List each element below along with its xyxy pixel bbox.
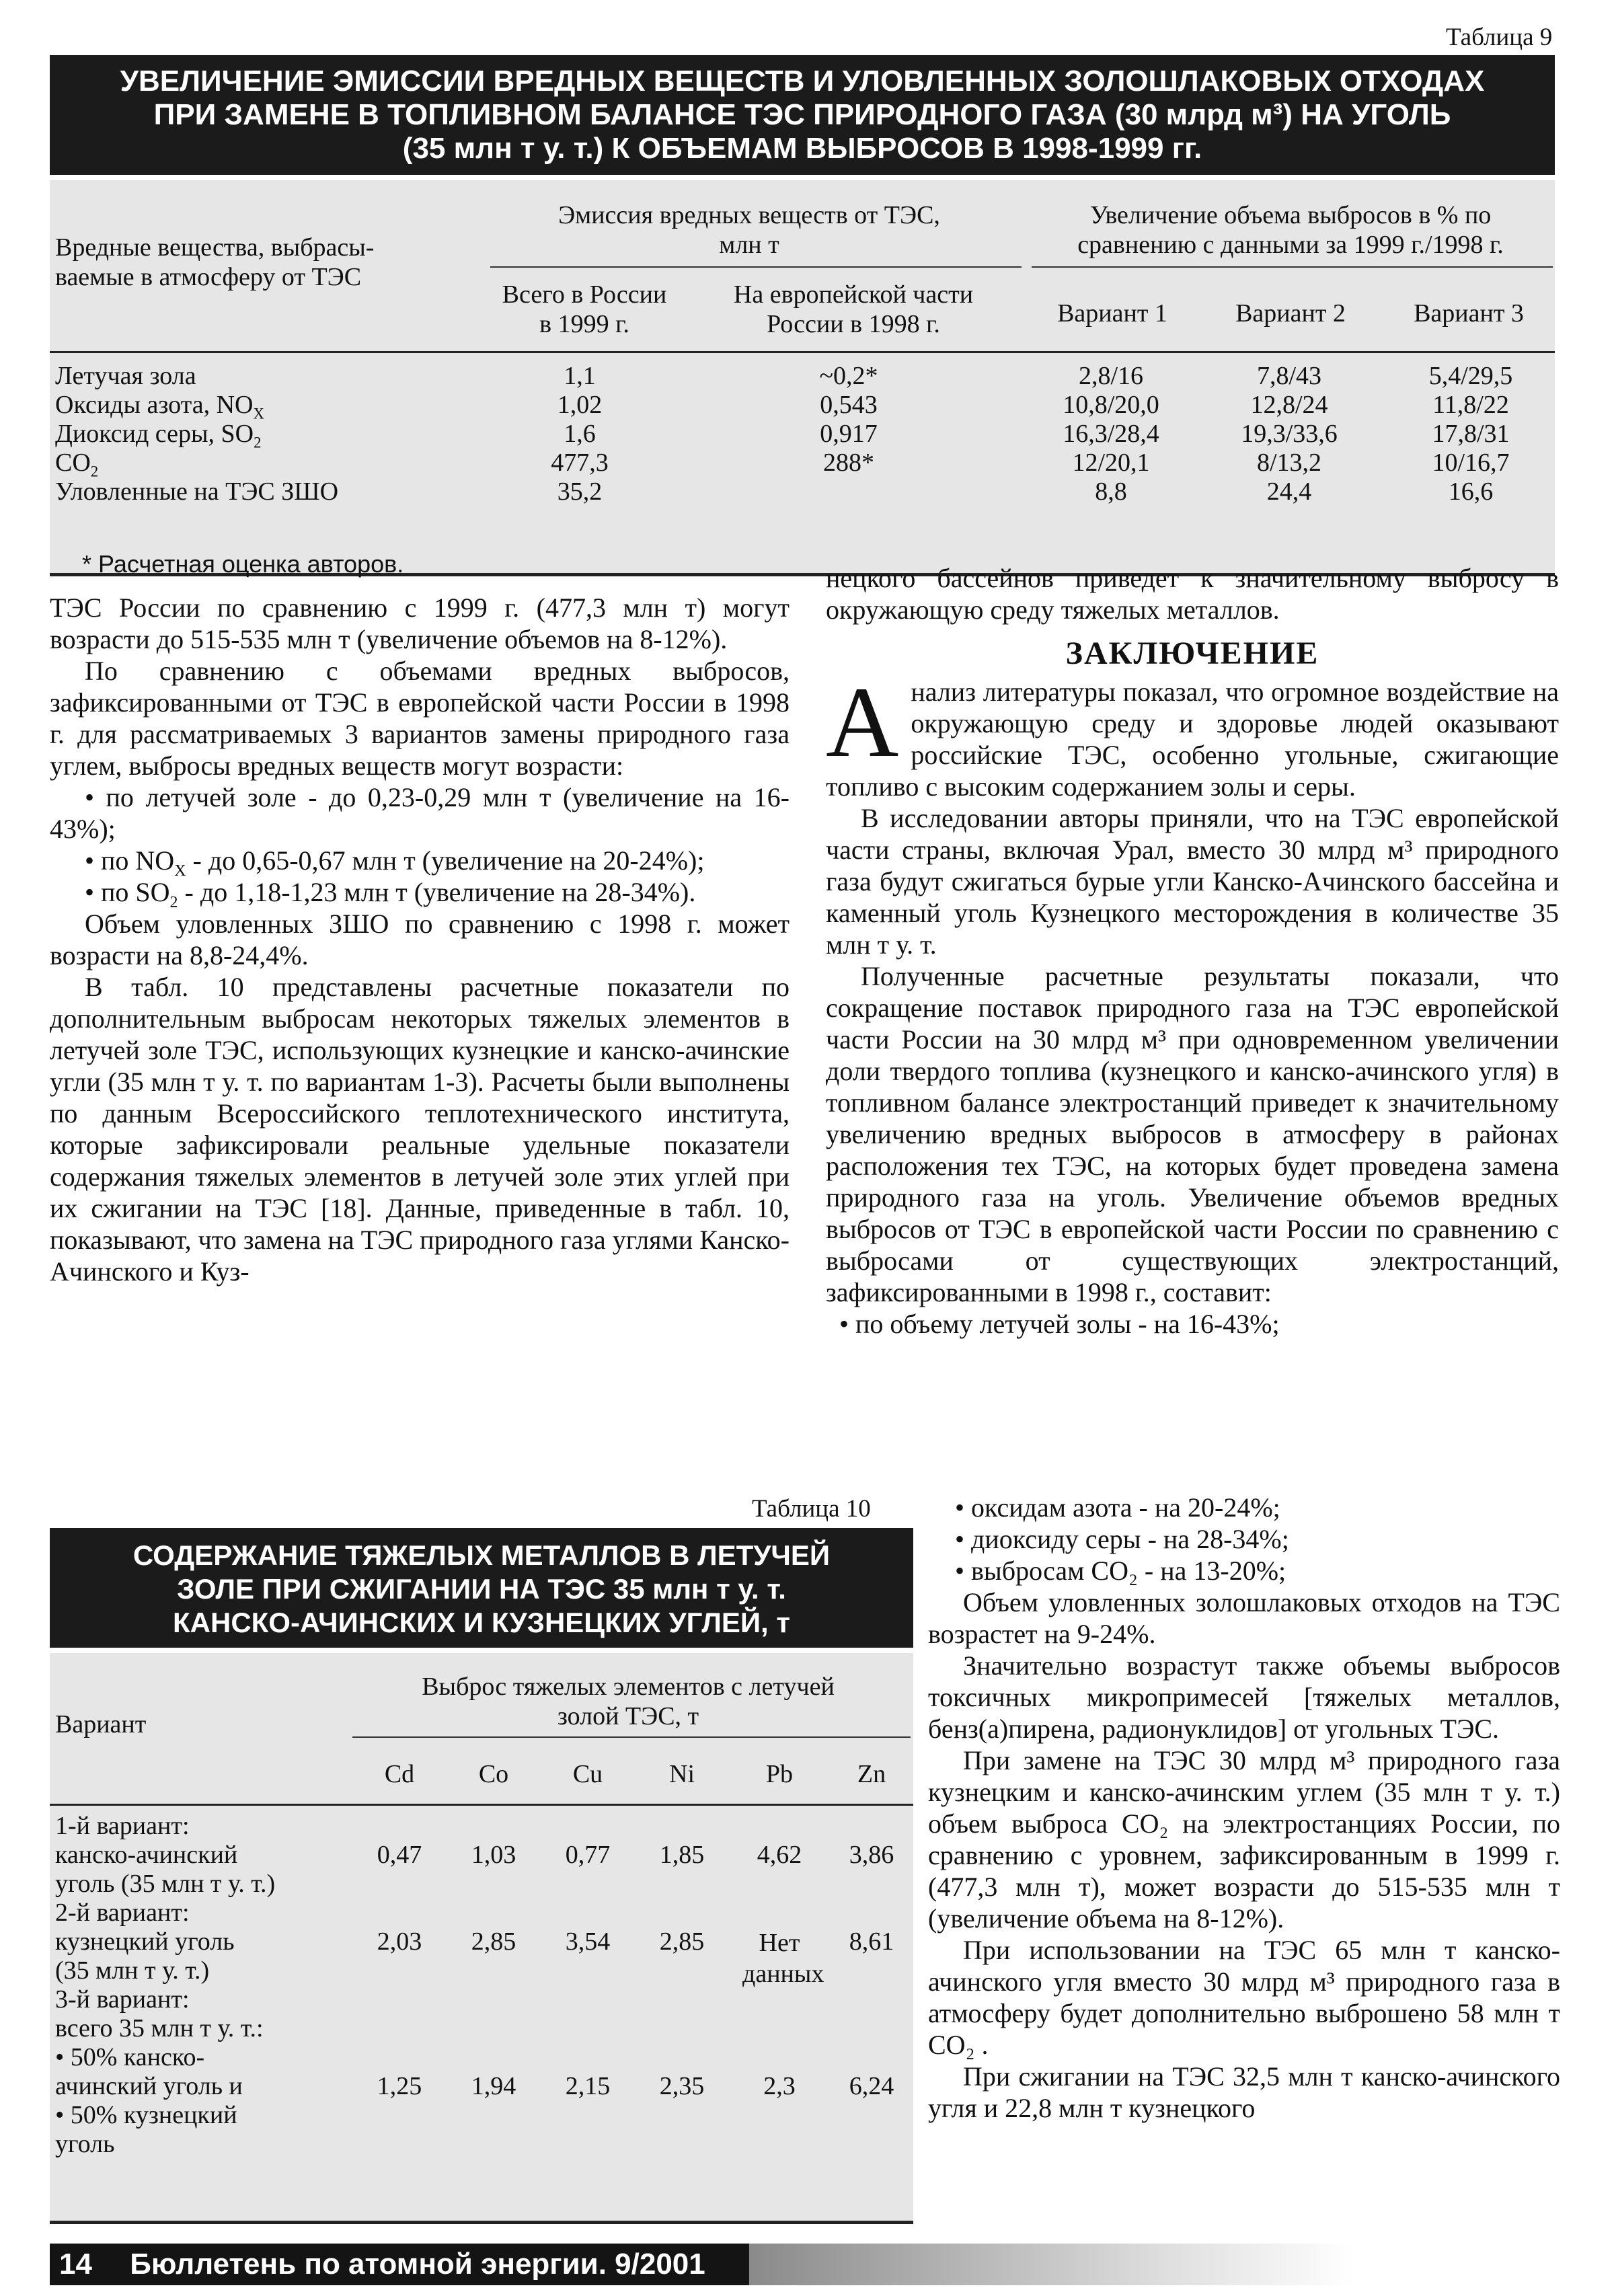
paragraph: нализ литературы показал, что огромное воздействие на окружающую среду и здоровье людей оказывают российские ТЭС, особенно угольные, сжигающие топливо с высоким содержанием золы и серы. (826, 677, 1559, 802)
table9-title-line: УВЕЛИЧЕНИЕ ЭМИССИИ ВРЕДНЫХ ВЕЩЕСТВ И УЛОВЛЕННЫХ ЗОЛОШЛАКОВЫХ ОТХОДАХ (120, 65, 1485, 98)
header-text: Увеличение объема выбросов в % по (1089, 201, 1492, 229)
cell: 0,77 (565, 1841, 611, 1869)
cell: 1,03 (471, 1841, 516, 1869)
bullet-item: • по объему летучей золы - на 16-43%; (839, 1309, 1280, 1339)
paragraph: При сжигании на ТЭС 32,5 млн т канско-ачинского угля и 22,8 млн т кузнецкого (928, 2061, 1560, 2123)
label-line: канско-ачинский (55, 1841, 238, 1869)
bullet-text: - до 0,65-0,67 млн т (увеличение на 20-24%); (186, 845, 705, 876)
element-ni: Ni (669, 1760, 695, 1788)
bullet-item (50, 876, 790, 911)
rule (1032, 266, 1553, 268)
element-zn: Zn (857, 1760, 886, 1788)
cell: 3,86 (849, 1841, 894, 1869)
table9-variant-1: Вариант 1 (1057, 299, 1167, 328)
row-name-text: Оксиды азота, NO (55, 391, 254, 419)
subscript: 2 (254, 434, 262, 451)
label-line: 2-й вариант: (55, 1899, 190, 1927)
bullet-item (50, 845, 790, 880)
cell: 35,2 (557, 477, 603, 506)
bullet-item: • выбросам CO₂ - на 13-20%; (955, 1556, 1286, 1586)
table9-title-line: ПРИ ЗАМЕНЕ В ТОПЛИВНОМ БАЛАНСЕ ТЭС ПРИРОДНОГО ГАЗА (30 млрд м³) НА УГОЛЬ (153, 98, 1451, 131)
cell: 0,47 (377, 1841, 422, 1869)
rule (352, 1736, 911, 1738)
cell: 19,3/33,6 (1241, 420, 1338, 448)
label-line: всего 35 млн т у. т.: (55, 2014, 264, 2042)
paragraph: При использовании на ТЭС 65 млн т канско-ачинского угля вместо 30 млрд м³ природного газа в атмосферу будет дополнительно выброшено 58 млн т CO₂ . (928, 1935, 1560, 2060)
row-name (55, 391, 264, 420)
rule (50, 351, 1555, 353)
paragraph: Объем уловленных ЗШО по сравнению с 1998 г. может возрасти на 8,8-24,4%. (50, 909, 790, 970)
element-cd: Cd (384, 1760, 415, 1788)
journal-title: Бюллетень по атомной энергии. 9/2001 (130, 2248, 705, 2281)
cell: 288* (823, 449, 874, 477)
table10-title (50, 1528, 913, 1648)
element-co: Co (478, 1760, 509, 1788)
label-line: 3-й вариант: (55, 1985, 190, 2014)
cell: 1,94 (471, 2072, 516, 2100)
drop-cap: А (826, 666, 899, 778)
table9-col-increase (1022, 200, 1560, 260)
cell: 2,35 (659, 2072, 705, 2100)
header-text: На европейской части (733, 280, 974, 309)
bullet-text: • по NO (85, 845, 175, 876)
cell: 0,543 (820, 391, 878, 419)
right-column (826, 562, 1559, 1340)
cell: 0,917 (820, 420, 878, 448)
table10-title-line: ЗОЛЕ ПРИ СЖИГАНИИ НА ТЭС 35 млн т у. т. (177, 1573, 786, 1605)
paragraph: Объем уловленных золошлаковых отходов на ТЭС возрастет на 9-24%. (928, 1587, 1560, 1649)
element-cu: Cu (572, 1760, 603, 1788)
cell: 11,8/22 (1432, 391, 1509, 419)
paragraph: Значительно возрастут также объемы выбросов токсичных микропримесей [тяжелых металлов, бенз(а)пирена, радионуклидов] от угольных ТЭС. (928, 1650, 1560, 1744)
table9-variant-3: Вариант 3 (1414, 299, 1524, 328)
table10-row-label (55, 1812, 371, 1899)
table-row (352, 2072, 913, 2101)
cell: 3,54 (565, 1927, 611, 1956)
paragraph: В исследовании авторы приняли, что на ТЭС европейской части страны, включая Урал, вместо 30 млрд м³ природного газа будут сжигаться бурые угли Канско-Ачинского бассейна и каменный уголь Кузнецкого месторождения в количестве 35 млн т у. т. (826, 803, 1559, 960)
bullet-item: • оксидам азота - на 20-24%; (955, 1492, 1280, 1523)
row-name (55, 420, 262, 449)
label-line: уголь (55, 2130, 115, 2158)
cell: 4,62 (757, 1841, 802, 1869)
header-text: сравнению с данными за 1999 г./1998 г. (1077, 231, 1504, 259)
cell: 10,8/20,0 (1063, 391, 1159, 419)
label-line: (35 млн т у. т.) (55, 1956, 210, 1985)
header-text: Всего в России (502, 280, 667, 309)
cell: 6,24 (849, 2072, 894, 2100)
table9-variant-2: Вариант 2 (1235, 299, 1346, 328)
element-pb: Pb (765, 1760, 794, 1788)
cell: 2,3 (763, 2072, 796, 2100)
header-text: млн т (719, 231, 779, 259)
cell: 24,4 (1266, 477, 1312, 506)
table10-title-line: СОДЕРЖАНИЕ ТЯЖЕЛЫХ МЕТАЛЛОВ В ЛЕТУЧЕЙ (132, 1539, 831, 1571)
cell: 8,61 (849, 1927, 894, 1956)
table10-col-variant: Вариант (55, 1710, 147, 1738)
cell: 2,03 (377, 1927, 422, 1956)
table10-title-line: КАНСКО-АЧИНСКИХ И КУЗНЕЦКИХ УГЛЕЙ, т (173, 1607, 790, 1638)
header-text: в 1999 г. (539, 310, 629, 338)
subscript: X (174, 862, 186, 880)
cell: 1,1 (564, 362, 596, 390)
cell: 17,8/31 (1432, 420, 1510, 448)
cell: 8/13,2 (1256, 449, 1322, 477)
bullet-item: • диоксиду серы - на 28-34%; (955, 1524, 1289, 1554)
header-text: золой ТЭС, т (557, 1702, 699, 1730)
cell: 1,6 (564, 420, 596, 448)
table9-panel (50, 180, 1555, 576)
header-text: ваемые в атмосферу от ТЭС (55, 263, 362, 291)
table-row (55, 449, 1555, 480)
label-line: кузнецкий уголь (55, 1927, 235, 1956)
header-text: Вредные вещества, выбрасы- (55, 233, 375, 262)
rule (50, 1804, 913, 1806)
table9-col-emission (480, 200, 1018, 260)
cell: 8,8 (1095, 477, 1127, 506)
row-name: Уловленные на ТЭС ЗШО (55, 477, 339, 506)
cell: 5,4/29,5 (1428, 362, 1513, 390)
bullet-text: • по SO (85, 877, 170, 907)
section-heading: ЗАКЛЮЧЕНИЕ (1065, 636, 1319, 671)
table-row (352, 1927, 913, 1988)
subscript: 2 (169, 894, 178, 911)
cell: 1,85 (659, 1841, 705, 1869)
table-row (55, 362, 1555, 391)
table-row (55, 477, 1555, 506)
cell: Нет данных (742, 1929, 824, 1988)
rule (490, 266, 1022, 268)
table9-label: Таблица 9 (1446, 24, 1553, 51)
cell: 12,8/24 (1250, 391, 1328, 419)
table9-title (50, 55, 1555, 175)
cell: ~0,2* (819, 362, 878, 390)
header-text: России в 1998 г. (767, 310, 940, 338)
table-row (55, 391, 1555, 420)
right-column-lower (928, 1492, 1560, 2124)
left-column (50, 592, 790, 1287)
cell: 16,3/28,4 (1063, 420, 1159, 448)
table9-sub-russia (473, 280, 695, 339)
cell: 477,3 (551, 449, 609, 477)
label-line: • 50% канско- (55, 2043, 205, 2071)
row-name-text: CO (55, 449, 91, 477)
cell: 2,85 (659, 1927, 705, 1956)
cell: 16,6 (1448, 477, 1494, 506)
subscript: X (253, 405, 264, 422)
table10-label: Таблица 10 (752, 1495, 871, 1523)
paragraph: ТЭС России по сравнению с 1999 г. (477,3 млн т) могут возрасти до 515-535 млн т (увеличение объемов на 8-12%). (50, 592, 790, 654)
table10-col-release (346, 1672, 911, 1731)
cell: 2,85 (471, 1927, 516, 1956)
bullet-text: - до 1,18-1,23 млн т (увеличение на 28-34%). (178, 877, 696, 907)
table-row (352, 1841, 913, 1870)
label-line: ачинский уголь и (55, 2072, 243, 2100)
cell: 1,02 (557, 391, 603, 419)
intro-block (826, 666, 1559, 802)
table10-row-label (55, 1985, 371, 2159)
header-text: Эмиссия вредных веществ от ТЭС, (558, 201, 940, 229)
row-name (55, 449, 99, 480)
row-name-text: Диоксид серы, SO (55, 420, 254, 448)
header-text: Выброс тяжелых элементов с летучей (422, 1673, 835, 1701)
table9-footnote: * Расчетная оценка авторов. (82, 550, 404, 578)
cell: 2,8/16 (1078, 362, 1144, 390)
cell: 12/20,1 (1072, 449, 1150, 477)
cell: 7,8/43 (1256, 362, 1322, 390)
table-row (55, 420, 1555, 449)
row-name: Летучая зола (55, 362, 196, 390)
paragraph: В табл. 10 представлены расчетные показатели по дополнительным выбросам некоторых тяжелых элементов в летучей золе ТЭС, использующих кузнецкие и канско-ачинские угли (35 млн т у. т. по вариантам 1-3). Расчеты были выполнены по данным Всероссийского теплотехнического института, которые зафиксировали реальные удельные показатели содержания тяжелых элементов в летучей золе этих углей при их сжигании на ТЭС [18]. Данные, приведенные в табл. 10, показывают, что замена на ТЭС природного газа углями Канско-Ачинского и Куз- (50, 972, 790, 1287)
page-footer (50, 2244, 749, 2285)
label-line: уголь (35 млн т у. т.) (55, 1870, 276, 1898)
table10-row-label (55, 1899, 371, 1985)
cell: 2,15 (565, 2072, 611, 2100)
table9-col-substances (55, 233, 486, 292)
table9-title-line: (35 млн т у. т.) К ОБЪЕМАМ ВЫБРОСОВ В 1998-1999 гг. (402, 132, 1202, 165)
page-number: 14 (59, 2248, 92, 2281)
cell: 1,25 (377, 2072, 422, 2100)
footer-fade (749, 2244, 1354, 2285)
subscript: 2 (90, 463, 99, 480)
paragraph: нецкого бассейнов приведет к значительному выбросу в окружающую среду тяжелых металлов. (826, 563, 1559, 625)
bullet-item: • по летучей золе - до 0,23-0,29 млн т (увеличение на 16-43%); (50, 782, 790, 844)
paragraph: При замене на ТЭС 30 млрд м³ природного газа кузнецким и канско-ачинским углем (35 млн т у. т.) объем выброса CO₂ на электростанциях России, по сравнению с уровнем, зафиксированным в 1999 г. (477,3 млн т), может возрасти до 515-535 млн т (увеличение объема на 8-12%). (928, 1745, 1560, 1934)
table9-body (55, 362, 1555, 506)
table10-panel (50, 1653, 913, 2224)
label-line: 1-й вариант: (55, 1812, 190, 1840)
label-line: • 50% кузнецкий (55, 2101, 237, 2129)
cell: 10/16,7 (1432, 449, 1510, 477)
table9-sub-europe (675, 280, 1032, 339)
paragraph: По сравнению с объемами вредных выбросов, зафиксированными от ТЭС в европейской части России в 1998 г. для рассматриваемых 3 вариантов замены природного газа углем, выбросы вредных веществ могут возрасти: (50, 656, 790, 781)
paragraph: Полученные расчетные результаты показали, что сокращение поставок природного газа на ТЭС европейской части России на 30 млрд м³ при одновременном увеличении доли твердого топлива (кузнецкого и канско-ачинского угля) в топливном балансе электростанций приведет к значительному увеличению вредных выбросов в атмосферу в районах расположения тех ТЭС, на которых будет проведена замена природного газа на уголь. Увеличение объемов вредных выбросов от ТЭС в европейской части России по сравнению с выбросами от существующих электростанций, зафиксированными в 1998 г., составит: (826, 961, 1559, 1307)
